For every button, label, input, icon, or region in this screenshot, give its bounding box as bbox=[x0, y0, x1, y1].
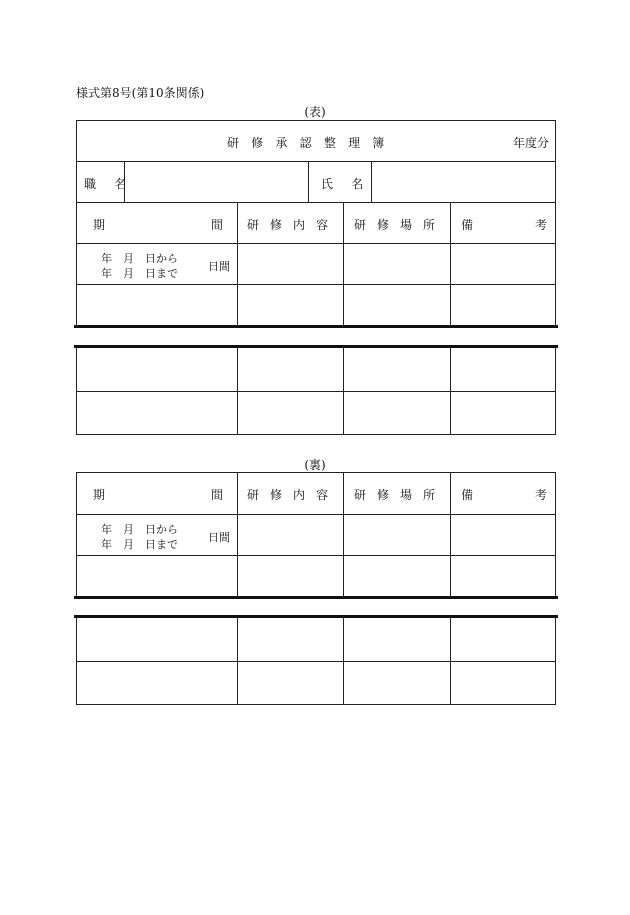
divider bbox=[450, 347, 451, 391]
divider bbox=[237, 392, 238, 435]
position-field[interactable] bbox=[125, 162, 308, 203]
front-side-label: (表) bbox=[304, 105, 326, 119]
name-field[interactable] bbox=[372, 162, 556, 203]
entry-row[interactable] bbox=[77, 661, 555, 705]
header-row bbox=[77, 473, 555, 514]
fiscal-year-label: 年度分 bbox=[512, 136, 549, 150]
divider bbox=[343, 285, 344, 327]
position-name-row bbox=[77, 161, 555, 203]
divider bbox=[343, 662, 344, 705]
divider bbox=[343, 556, 344, 598]
remarks-header-left: 備 bbox=[461, 488, 474, 502]
entry-row[interactable] bbox=[77, 555, 555, 598]
divider bbox=[237, 473, 238, 514]
back-table-bottom bbox=[76, 617, 556, 705]
divider bbox=[237, 515, 238, 556]
name-label: 氏 名 bbox=[321, 177, 371, 191]
remarks-header-right: 考 bbox=[535, 488, 548, 502]
period-header-left: 期 bbox=[93, 488, 106, 502]
divider bbox=[237, 285, 238, 327]
divider bbox=[343, 347, 344, 391]
entry-row[interactable] bbox=[77, 514, 555, 556]
days-label: 日間 bbox=[208, 260, 230, 273]
register-title: 研 修 承 認 整 理 簿 bbox=[227, 136, 389, 150]
back-side-label: (裏) bbox=[304, 458, 326, 472]
entry-row[interactable] bbox=[77, 243, 555, 285]
divider bbox=[450, 203, 451, 244]
divider bbox=[450, 515, 451, 556]
divider bbox=[450, 617, 451, 661]
place-header: 研 修 場 所 bbox=[354, 488, 439, 502]
divider bbox=[237, 347, 238, 391]
period-header-right: 間 bbox=[211, 218, 224, 232]
divider bbox=[343, 617, 344, 661]
divider bbox=[450, 392, 451, 435]
divider bbox=[237, 662, 238, 705]
period-header-left: 期 bbox=[93, 218, 106, 232]
content-header: 研 修 内 容 bbox=[247, 218, 332, 232]
form-number: 様式第8号(第10条関係) bbox=[76, 86, 205, 100]
divider bbox=[237, 556, 238, 598]
divider bbox=[450, 473, 451, 514]
entry-row[interactable] bbox=[77, 284, 555, 327]
front-table-bottom bbox=[76, 347, 556, 435]
period-from: 年 月 日から bbox=[101, 523, 178, 536]
divider bbox=[237, 617, 238, 661]
content-header: 研 修 内 容 bbox=[247, 488, 332, 502]
entry-row[interactable] bbox=[77, 347, 555, 391]
divider bbox=[450, 556, 451, 598]
divider bbox=[237, 244, 238, 285]
period-header-right: 間 bbox=[211, 488, 224, 502]
divider bbox=[450, 662, 451, 705]
divider bbox=[343, 515, 344, 556]
front-table-top bbox=[76, 120, 556, 327]
entry-row[interactable] bbox=[77, 391, 555, 435]
divider bbox=[343, 203, 344, 244]
divider bbox=[343, 392, 344, 435]
place-header: 研 修 場 所 bbox=[354, 218, 439, 232]
page-break-line bbox=[74, 325, 558, 328]
title-row bbox=[77, 121, 555, 161]
days-label: 日間 bbox=[208, 531, 230, 544]
header-row bbox=[77, 202, 555, 244]
entry-row[interactable] bbox=[77, 617, 555, 661]
divider bbox=[450, 285, 451, 327]
divider bbox=[308, 162, 309, 203]
remarks-header-left: 備 bbox=[461, 218, 474, 232]
period-to: 年 月 日まで bbox=[101, 267, 178, 280]
divider bbox=[237, 203, 238, 244]
period-from: 年 月 日から bbox=[101, 252, 178, 265]
divider bbox=[343, 473, 344, 514]
back-table-top bbox=[76, 472, 556, 598]
divider bbox=[450, 244, 451, 285]
page-break-line bbox=[74, 596, 558, 599]
period-to: 年 月 日まで bbox=[101, 538, 178, 551]
remarks-header-right: 考 bbox=[535, 218, 548, 232]
position-label: 職 名 bbox=[84, 177, 134, 191]
divider bbox=[343, 244, 344, 285]
